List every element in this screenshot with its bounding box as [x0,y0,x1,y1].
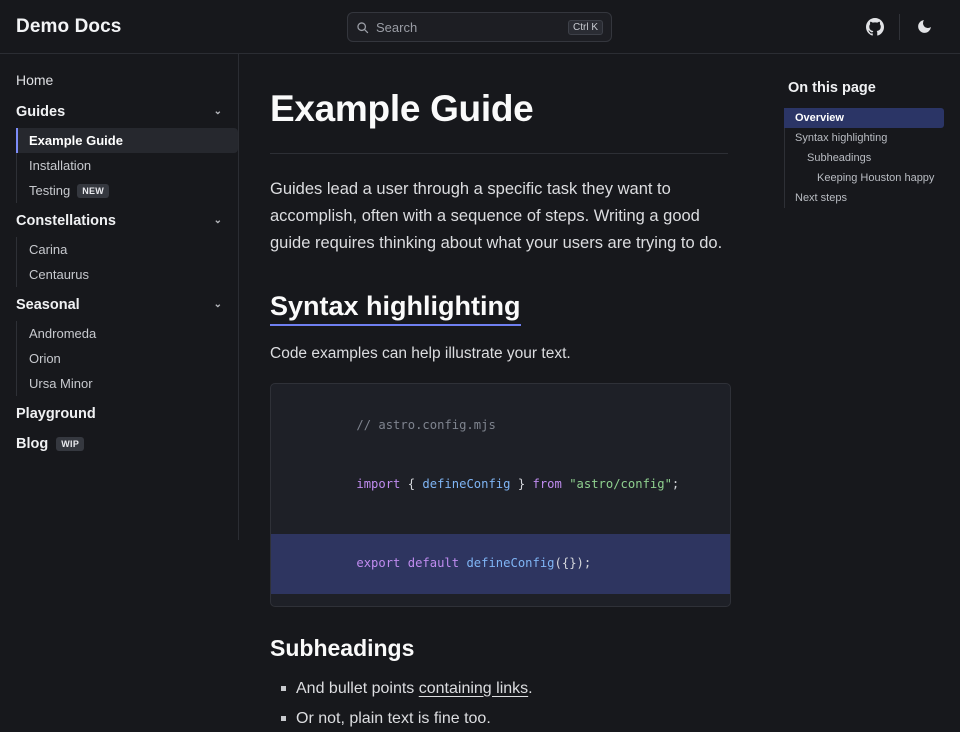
bullet-list [270,676,728,732]
code-fn-defineconfig: defineConfig [422,476,511,491]
code-block[interactable] [270,383,731,607]
list-item [296,706,728,732]
list-item [296,676,728,702]
main-content [239,54,768,728]
sidebar-group-seasonal-label: Seasonal [16,297,80,313]
code-keyword-import: import [356,476,401,491]
sidebar-group-seasonal[interactable] [0,287,238,321]
search-container[interactable] [347,12,612,42]
search-input[interactable] [347,12,612,42]
sidebar-item-label: Ursa Minor [29,376,93,391]
code-punct: ; [671,476,680,491]
header-divider [899,14,900,40]
page-body [0,54,960,728]
section-heading-syntax-highlighting: Syntax highlighting [270,291,521,326]
section-heading-subheadings: Subheadings [270,634,415,661]
code-string: "astro/config" [561,476,672,491]
sidebar-item-label: Orion [29,351,61,366]
code-keyword-export: export [356,555,401,570]
sidebar-group-constellations[interactable] [0,203,238,237]
status-badge-new: NEW [77,184,109,198]
sidebar-item-carina[interactable] [17,237,238,262]
toc-item-next-steps[interactable]: Next steps [795,192,847,204]
code-punct: } [510,476,533,491]
bullet-text-suffix: . [528,679,533,697]
github-link[interactable] [855,7,895,47]
code-line-3-blank [271,514,730,534]
sidebar-item-andromeda[interactable] [17,321,238,346]
sidebar [0,54,239,540]
status-badge-wip: WIP [56,437,84,451]
sidebar-item-installation[interactable] [17,153,238,178]
sidebar-item-blog[interactable] [0,426,238,456]
toc-item-syntax-highlighting[interactable]: Syntax highlighting [795,132,888,144]
code-punct: ({}); [554,555,592,570]
table-of-contents [768,54,960,540]
code-line-1 [271,396,730,455]
code-fn-defineconfig: defineConfig [466,555,555,570]
header-actions [855,7,944,47]
site-header [0,0,960,54]
moon-icon [916,18,933,35]
sidebar-item-testing[interactable] [17,178,238,203]
page-title: Example Guide [270,88,534,129]
code-comment: // astro.config.mjs [356,417,496,432]
syntax-paragraph: Code examples can help illustrate your text. [270,344,571,362]
title-divider [270,153,728,154]
chevron-down-icon: ⌄ [213,299,222,310]
search-shortcut-badge: Ctrl K [568,20,603,35]
intro-paragraph: Guides lead a user through a specific task they want to accomplish, often with a sequence of steps. Writing a good guide requires thinking about what your users are trying to do. [270,180,723,252]
sidebar-item-label: Playground [16,406,96,422]
sidebar-item-label: Installation [29,158,92,173]
brand-title[interactable]: Demo Docs [16,15,122,37]
sidebar-item-ursa-minor[interactable] [17,371,238,396]
toc-title: On this page [788,80,876,96]
bullet-inline-link[interactable]: containing links [418,679,529,697]
bullet-text-prefix: Or not, plain text is fine too. [296,710,491,728]
sidebar-item-label: Andromeda [29,326,97,341]
toc-item-overview[interactable]: Overview [784,108,944,128]
chevron-down-icon: ⌄ [213,106,222,117]
sidebar-item-home[interactable]: Home [16,72,54,88]
sidebar-group-guides[interactable] [0,94,238,128]
sidebar-group-guides-items [16,128,238,203]
sidebar-item-playground[interactable] [0,396,238,426]
theme-toggle[interactable] [904,7,944,47]
code-punct: { [400,476,423,491]
sidebar-group-constellations-label: Constellations [16,213,116,229]
code-keyword-default: default [400,555,467,570]
sidebar-item-label: Blog [16,436,49,452]
toc-item-subheadings[interactable]: Subheadings [807,152,872,164]
code-line-2 [271,455,730,514]
bullet-text-prefix: And bullet points [296,679,419,697]
sidebar-item-orion[interactable] [17,346,238,371]
sidebar-item-label: Example Guide [29,133,123,148]
sidebar-item-label: Carina [29,242,68,257]
sidebar-item-example-guide[interactable] [16,128,238,153]
github-icon [866,18,884,36]
search-icon [356,21,369,34]
code-keyword-from: from [532,476,562,491]
search-placeholder: Search [376,19,418,35]
sidebar-group-constellations-items [16,237,238,287]
chevron-down-icon: ⌄ [213,215,222,226]
sidebar-group-seasonal-items [16,321,238,396]
sidebar-group-guides-label: Guides [16,104,66,120]
toc-list [784,108,944,208]
sidebar-item-label: Testing [29,183,71,198]
code-line-4-highlighted [271,534,730,593]
sidebar-item-centaurus[interactable] [17,262,238,287]
toc-item-keeping-houston-happy[interactable]: Keeping Houston happy [817,172,935,184]
sidebar-item-label: Centaurus [29,267,89,282]
